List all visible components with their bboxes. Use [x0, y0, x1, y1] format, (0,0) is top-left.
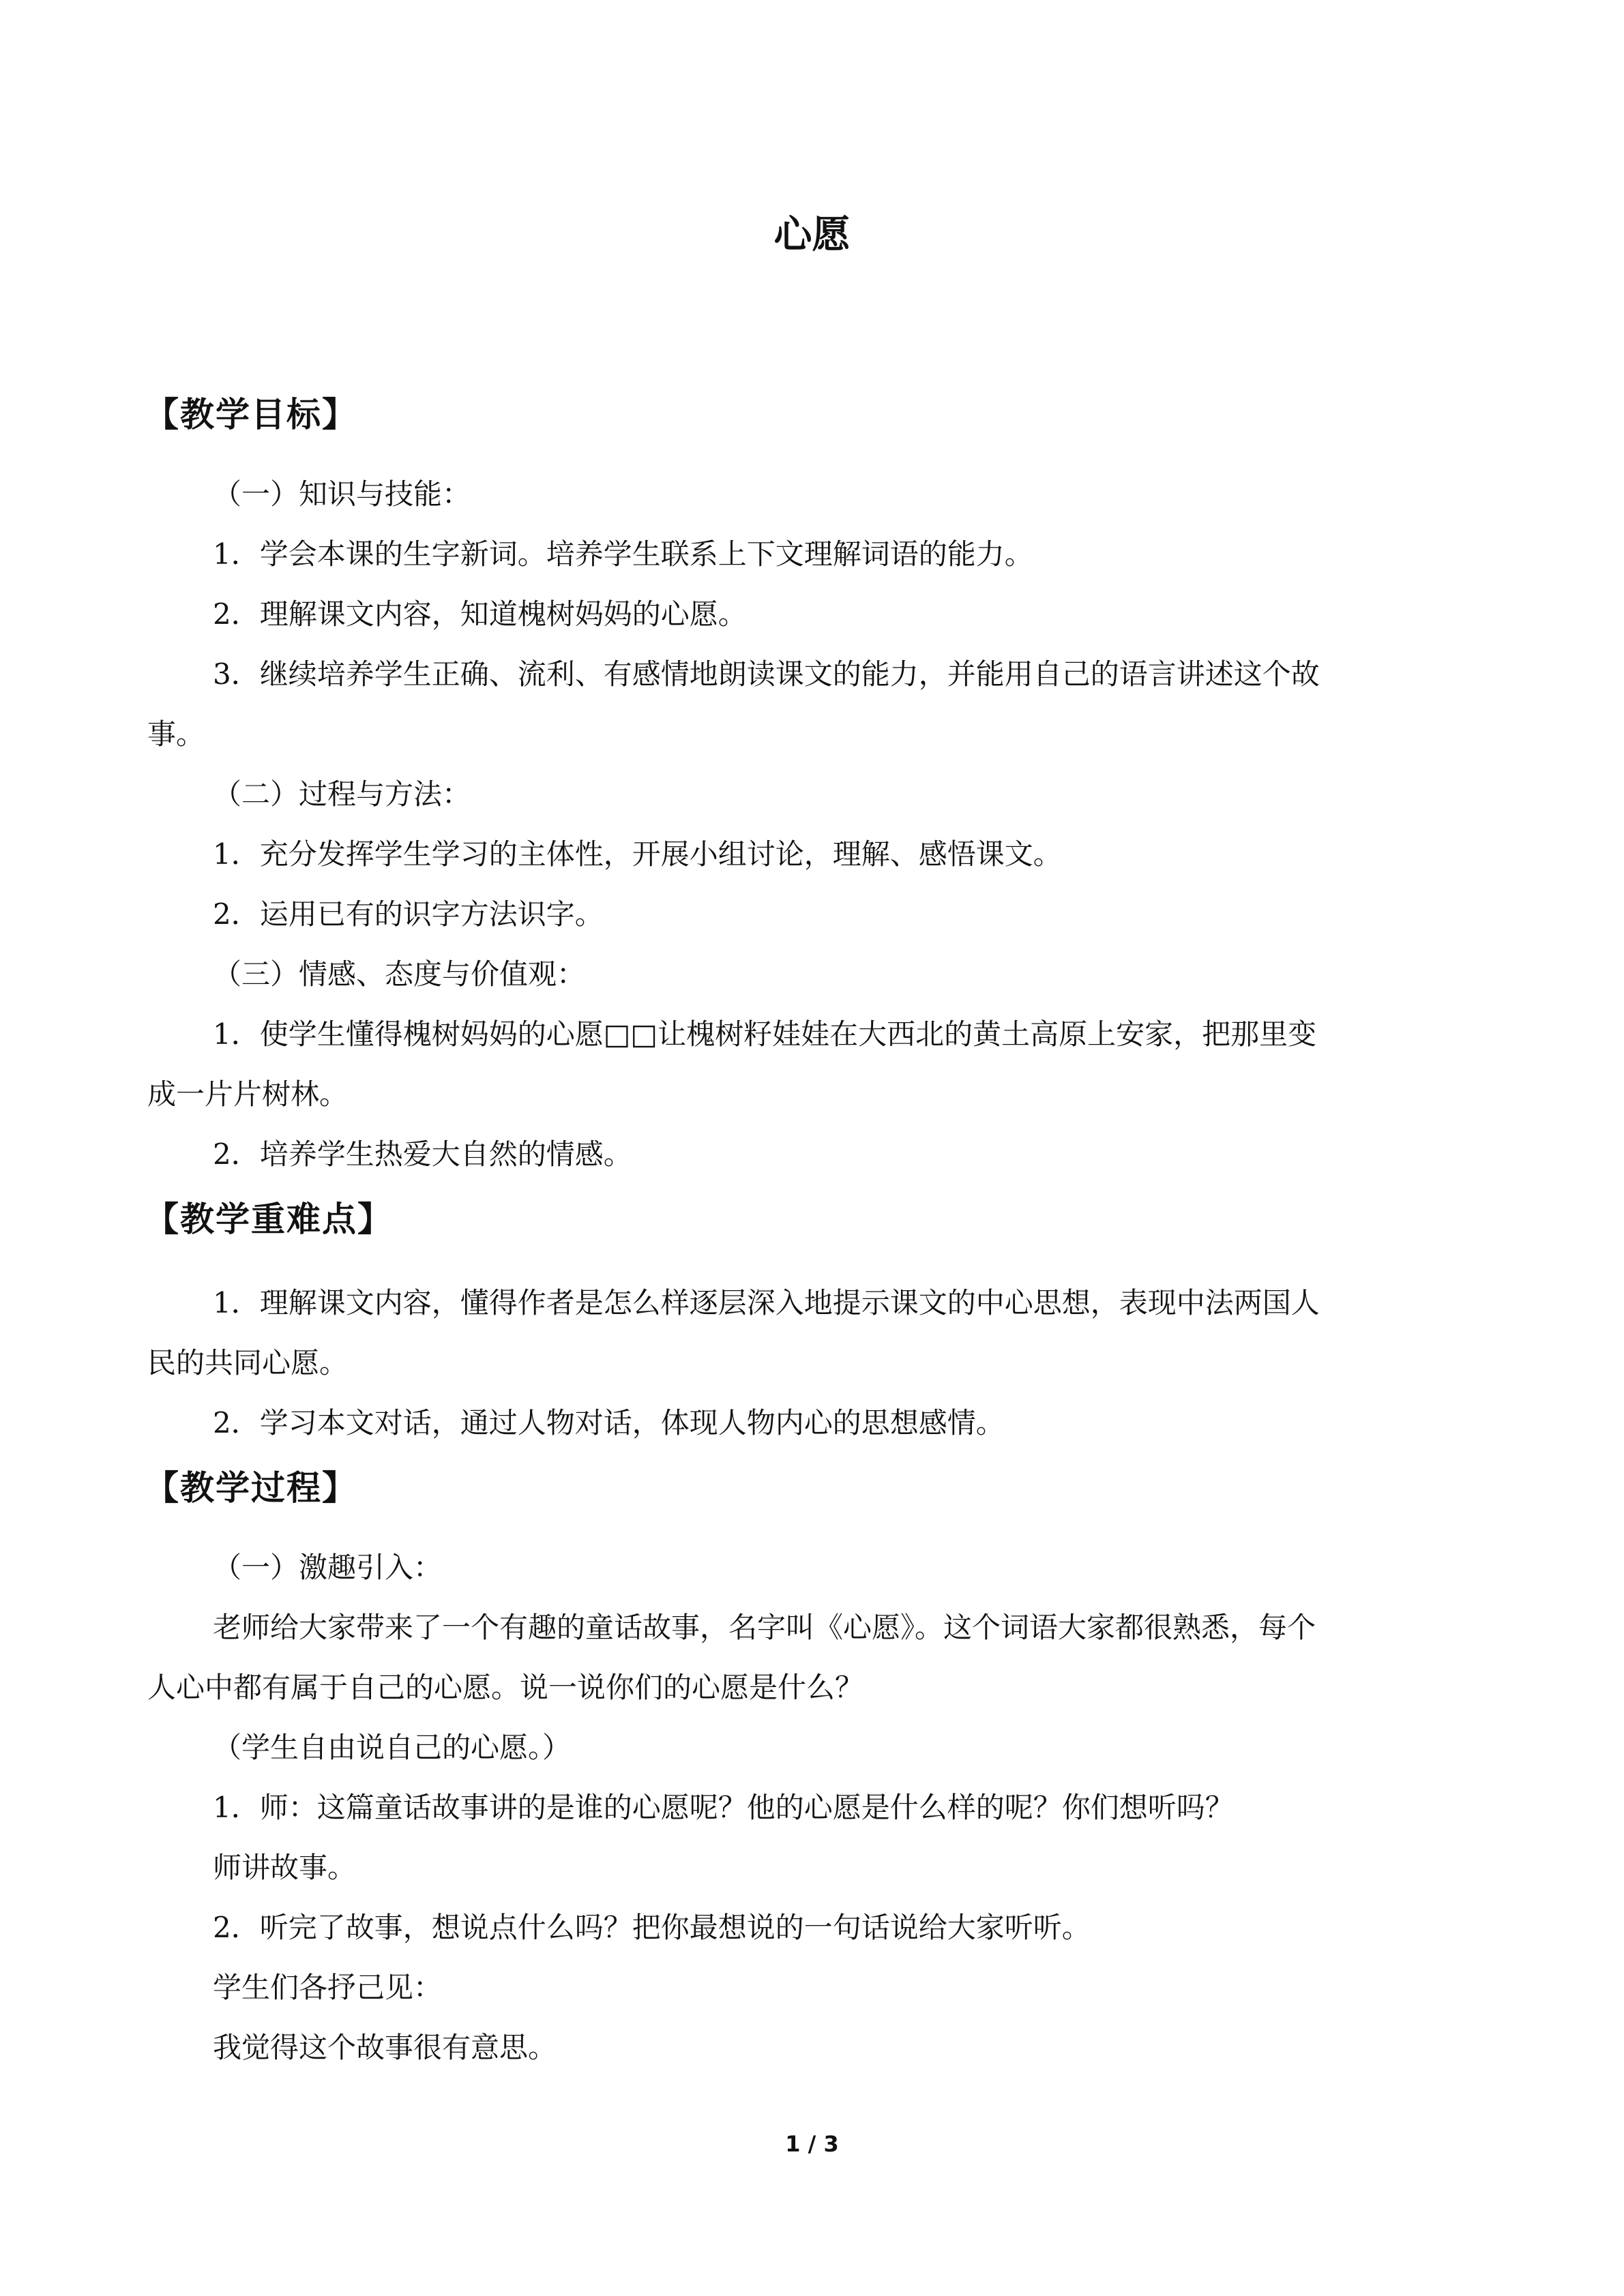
paragraph-line: 2．学习本文对话，通过人物对话，体现人物内心的思想感情。: [213, 1406, 1005, 1440]
paragraph-line: 民的共同心愿。: [147, 1346, 349, 1380]
subheading: （一）知识与技能：: [213, 477, 471, 511]
paragraph-line: 1．理解课文内容，懂得作者是怎么样逐层深入地提示课文的中心思想，表现中法两国人: [213, 1286, 1320, 1320]
paragraph-line: 2．理解课文内容，知道槐树妈妈的心愿。: [213, 597, 747, 631]
subheading: （一）激趣引入：: [213, 1551, 443, 1584]
paragraph-line: 成一片片树林。: [147, 1077, 349, 1111]
paragraph-line: 学生们各抒己见：: [213, 1971, 443, 2004]
paragraph-line: 1．充分发挥学生学习的主体性，开展小组讨论，理解、感悟课文。: [213, 837, 1062, 871]
paragraph-line: 事。: [147, 717, 205, 751]
subheading: （二）过程与方法：: [213, 777, 471, 811]
paragraph-line: （学生自由说自己的心愿。）: [213, 1731, 572, 1764]
page-number: 1 / 3: [785, 2131, 839, 2157]
section-heading-key-points: 【教学重难点】: [145, 1199, 393, 1239]
paragraph-line: 人心中都有属于自己的心愿。说一说你们的心愿是什么？: [147, 1671, 864, 1704]
paragraph-line: 我觉得这个故事很有意思。: [213, 2031, 557, 2064]
section-heading-goals: 【教学目标】: [145, 395, 357, 434]
paragraph-line: 2．培养学生热爱大自然的情感。: [213, 1137, 632, 1171]
page-title: 心愿: [773, 213, 851, 257]
paragraph-line: 2．运用已有的识字方法识字。: [213, 897, 604, 931]
paragraph-line: 师讲故事。: [213, 1851, 357, 1884]
paragraph-line: 3．继续培养学生正确、流利、有感情地朗读课文的能力，并能用自己的语言讲述这个故: [213, 657, 1320, 691]
paragraph-line: 老师给大家带来了一个有趣的童话故事，名字叫《心愿》。这个词语大家都很熟悉，每个: [213, 1611, 1316, 1644]
paragraph-line: 2．听完了故事，想说点什么吗？把你最想说的一句话说给大家听听。: [213, 1911, 1091, 1944]
paragraph-line: 1．使学生懂得槐树妈妈的心愿□□让槐树籽娃娃在大西北的黄土高原上安家，把那里变: [213, 1017, 1317, 1051]
section-heading-process: 【教学过程】: [145, 1468, 357, 1508]
subheading: （三）情感、态度与价值观：: [213, 957, 586, 991]
paragraph-line: 1．学会本课的生字新词。培养学生联系上下文理解词语的能力。: [213, 537, 1033, 571]
paragraph-line: 1．师：这篇童话故事讲的是谁的心愿呢？他的心愿是什么样的呢？你们想听吗？: [213, 1791, 1234, 1824]
